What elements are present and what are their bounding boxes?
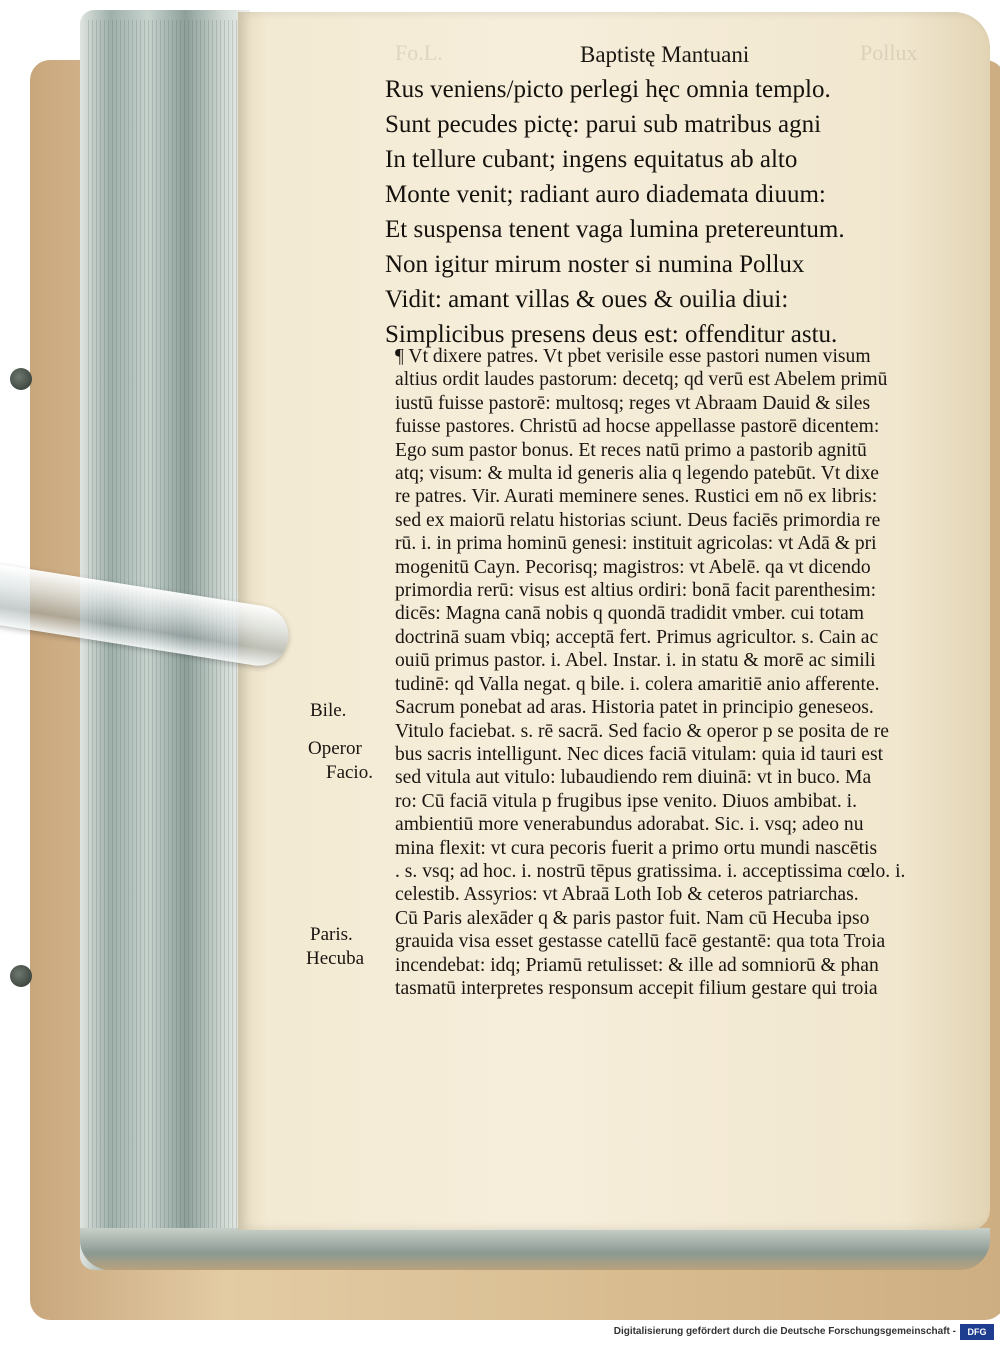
commentary-line: mina flexit: vt cura pecoris fuerit a primo ortu mundi nascētis xyxy=(395,837,878,859)
commentary-line: atq; visum: & multa id generis alia q legendo patebūt. Vt dixe xyxy=(395,463,879,485)
margin-note-paris: Paris. xyxy=(310,924,353,945)
verse-block xyxy=(385,72,905,352)
clasp-upper xyxy=(10,368,32,390)
bleedthrough-pollux: Pollux xyxy=(860,40,918,65)
margin-note-hecuba: Hecuba xyxy=(306,948,365,969)
commentary-line: Sacrum ponebat ad aras. Historia patet in principio geneseos. xyxy=(395,697,874,719)
commentary-line: tudinē: qd Valla negat. q bile. i. colera amaritiē anio afferente. xyxy=(395,673,880,695)
commentary-line: fuisse pastores. Christū ad hocse appellasse pastorē dicentem: xyxy=(395,416,880,438)
commentary-line: dicēs: Magna canā nobis q quondā tradidit vmber. cui totam xyxy=(395,603,865,625)
commentary-line: doctrinā suam vbiq; acceptā fert. Primus agricultor. s. Cain ac xyxy=(395,626,879,648)
commentary-line: . s. vsq; ad hoc. i. nostrū tēpus gratissima. i. acceptissima cœlo. i. xyxy=(395,860,906,882)
commentary-line: primordia rerū: visus est altius ordiri: bonā facit parenthesim: xyxy=(395,580,877,602)
commentary-line: Ego sum pastor bonus. Et reces natū primo a pastorib agnitū xyxy=(395,439,867,461)
commentary-line: Vitulo faciebat. s. rē sacrā. Sed facio & operor p se posita de re xyxy=(395,720,889,742)
commentary-line: ambientiū more venerabundus adorabat. Sic. i. vsq; adeo nu xyxy=(395,814,864,836)
margin-note-bile: Bile. xyxy=(310,700,347,721)
verse-line: Non igitur mirum noster si numina Pollux xyxy=(385,251,805,278)
dfg-logo: DFG xyxy=(960,1324,994,1340)
verse-line: In tellure cubant; ingens equitatus ab alto xyxy=(385,146,798,173)
commentary-line: altius ordit laudes pastorum: decetq; qd verū est Abelem primū xyxy=(395,369,888,391)
verse-line: Monte venit; radiant auro diademata diuum: xyxy=(385,181,826,208)
commentary-line: rū. i. in prima hominū genesi: instituit agricolas: vt Adā & pri xyxy=(395,533,877,555)
commentary-line: celestib. Assyrios: vt Abraā Loth Iob & ceteros patriarchas. xyxy=(395,884,859,906)
commentary-block xyxy=(395,345,960,1000)
commentary-line: ouiū primus pastor. i. Abel. Instar. i. in statu & morē ac simili xyxy=(395,650,876,672)
commentary-line: ro: Cū faciā vitula p frugibus ipse venito. Diuos ambibat. i. xyxy=(395,790,858,812)
commentary-line: iustū fuisse pastorē: multosq; reges vt Abraam Dauid & siles xyxy=(395,392,871,414)
funding-credit: Digitalisierung gefördert durch die Deutsche Forschungsgemeinschaft - xyxy=(613,1326,956,1337)
commentary-line: bus sacris intelligunt. Nec dices faciā vitulam: quia id tauri est xyxy=(395,743,884,765)
verse-line: Sunt pecudes pictę: parui sub matribus agni xyxy=(385,111,822,138)
verse-line: Rus veniens/picto perlegi hęc omnia templo. xyxy=(385,76,831,103)
commentary-line: tasmatū interpretes responsum accepit filium gestare qui troia xyxy=(395,977,878,999)
commentary-line: ¶ Vt dixere patres. Vt pbet verisile esse pastori numen visum xyxy=(395,346,871,367)
commentary-line: sed vitula aut vitulo: lubaudiendo rem diuinā: vt in buco. Ma xyxy=(395,767,872,789)
commentary-line: sed ex maiorū relatu historias sciunt. Deus faciēs primordia re xyxy=(395,509,881,531)
book-bottom-edge xyxy=(80,1228,990,1270)
bleedthrough-folio: Fo.L. xyxy=(395,40,443,65)
clasp-lower xyxy=(10,965,32,987)
commentary-line: re patres. Vir. Aurati meminere senes. Rustici em nō ex libris: xyxy=(395,486,878,508)
commentary-line: mogenitū Cayn. Pecorisq; magistros: vt Abelē. qa vt dicendo xyxy=(395,556,871,578)
verse-line: Et suspensa tenent vaga lumina pretereuntum. xyxy=(385,216,845,243)
commentary-line: Cū Paris alexāder q & paris pastor fuit. Nam cū Hecuba ipso xyxy=(395,907,870,929)
margin-note-operor: Operor xyxy=(308,738,362,759)
margin-note-facio: Facio. xyxy=(326,762,373,783)
running-head: Baptistę Mantuani xyxy=(580,42,750,67)
verse-line: Simplicibus presens deus est: offenditur astu. xyxy=(385,321,838,348)
commentary-line: incendebat: idq; Priamū retulisset: & ille ad somniorū & phan xyxy=(395,954,879,976)
verse-line: Vidit: amant villas & oues & ouilia diui: xyxy=(385,286,789,313)
commentary-line: grauida visa esset gestasse catellū facē gestantē: qua tota Troia xyxy=(395,931,886,953)
footer-bar xyxy=(0,1320,1000,1345)
